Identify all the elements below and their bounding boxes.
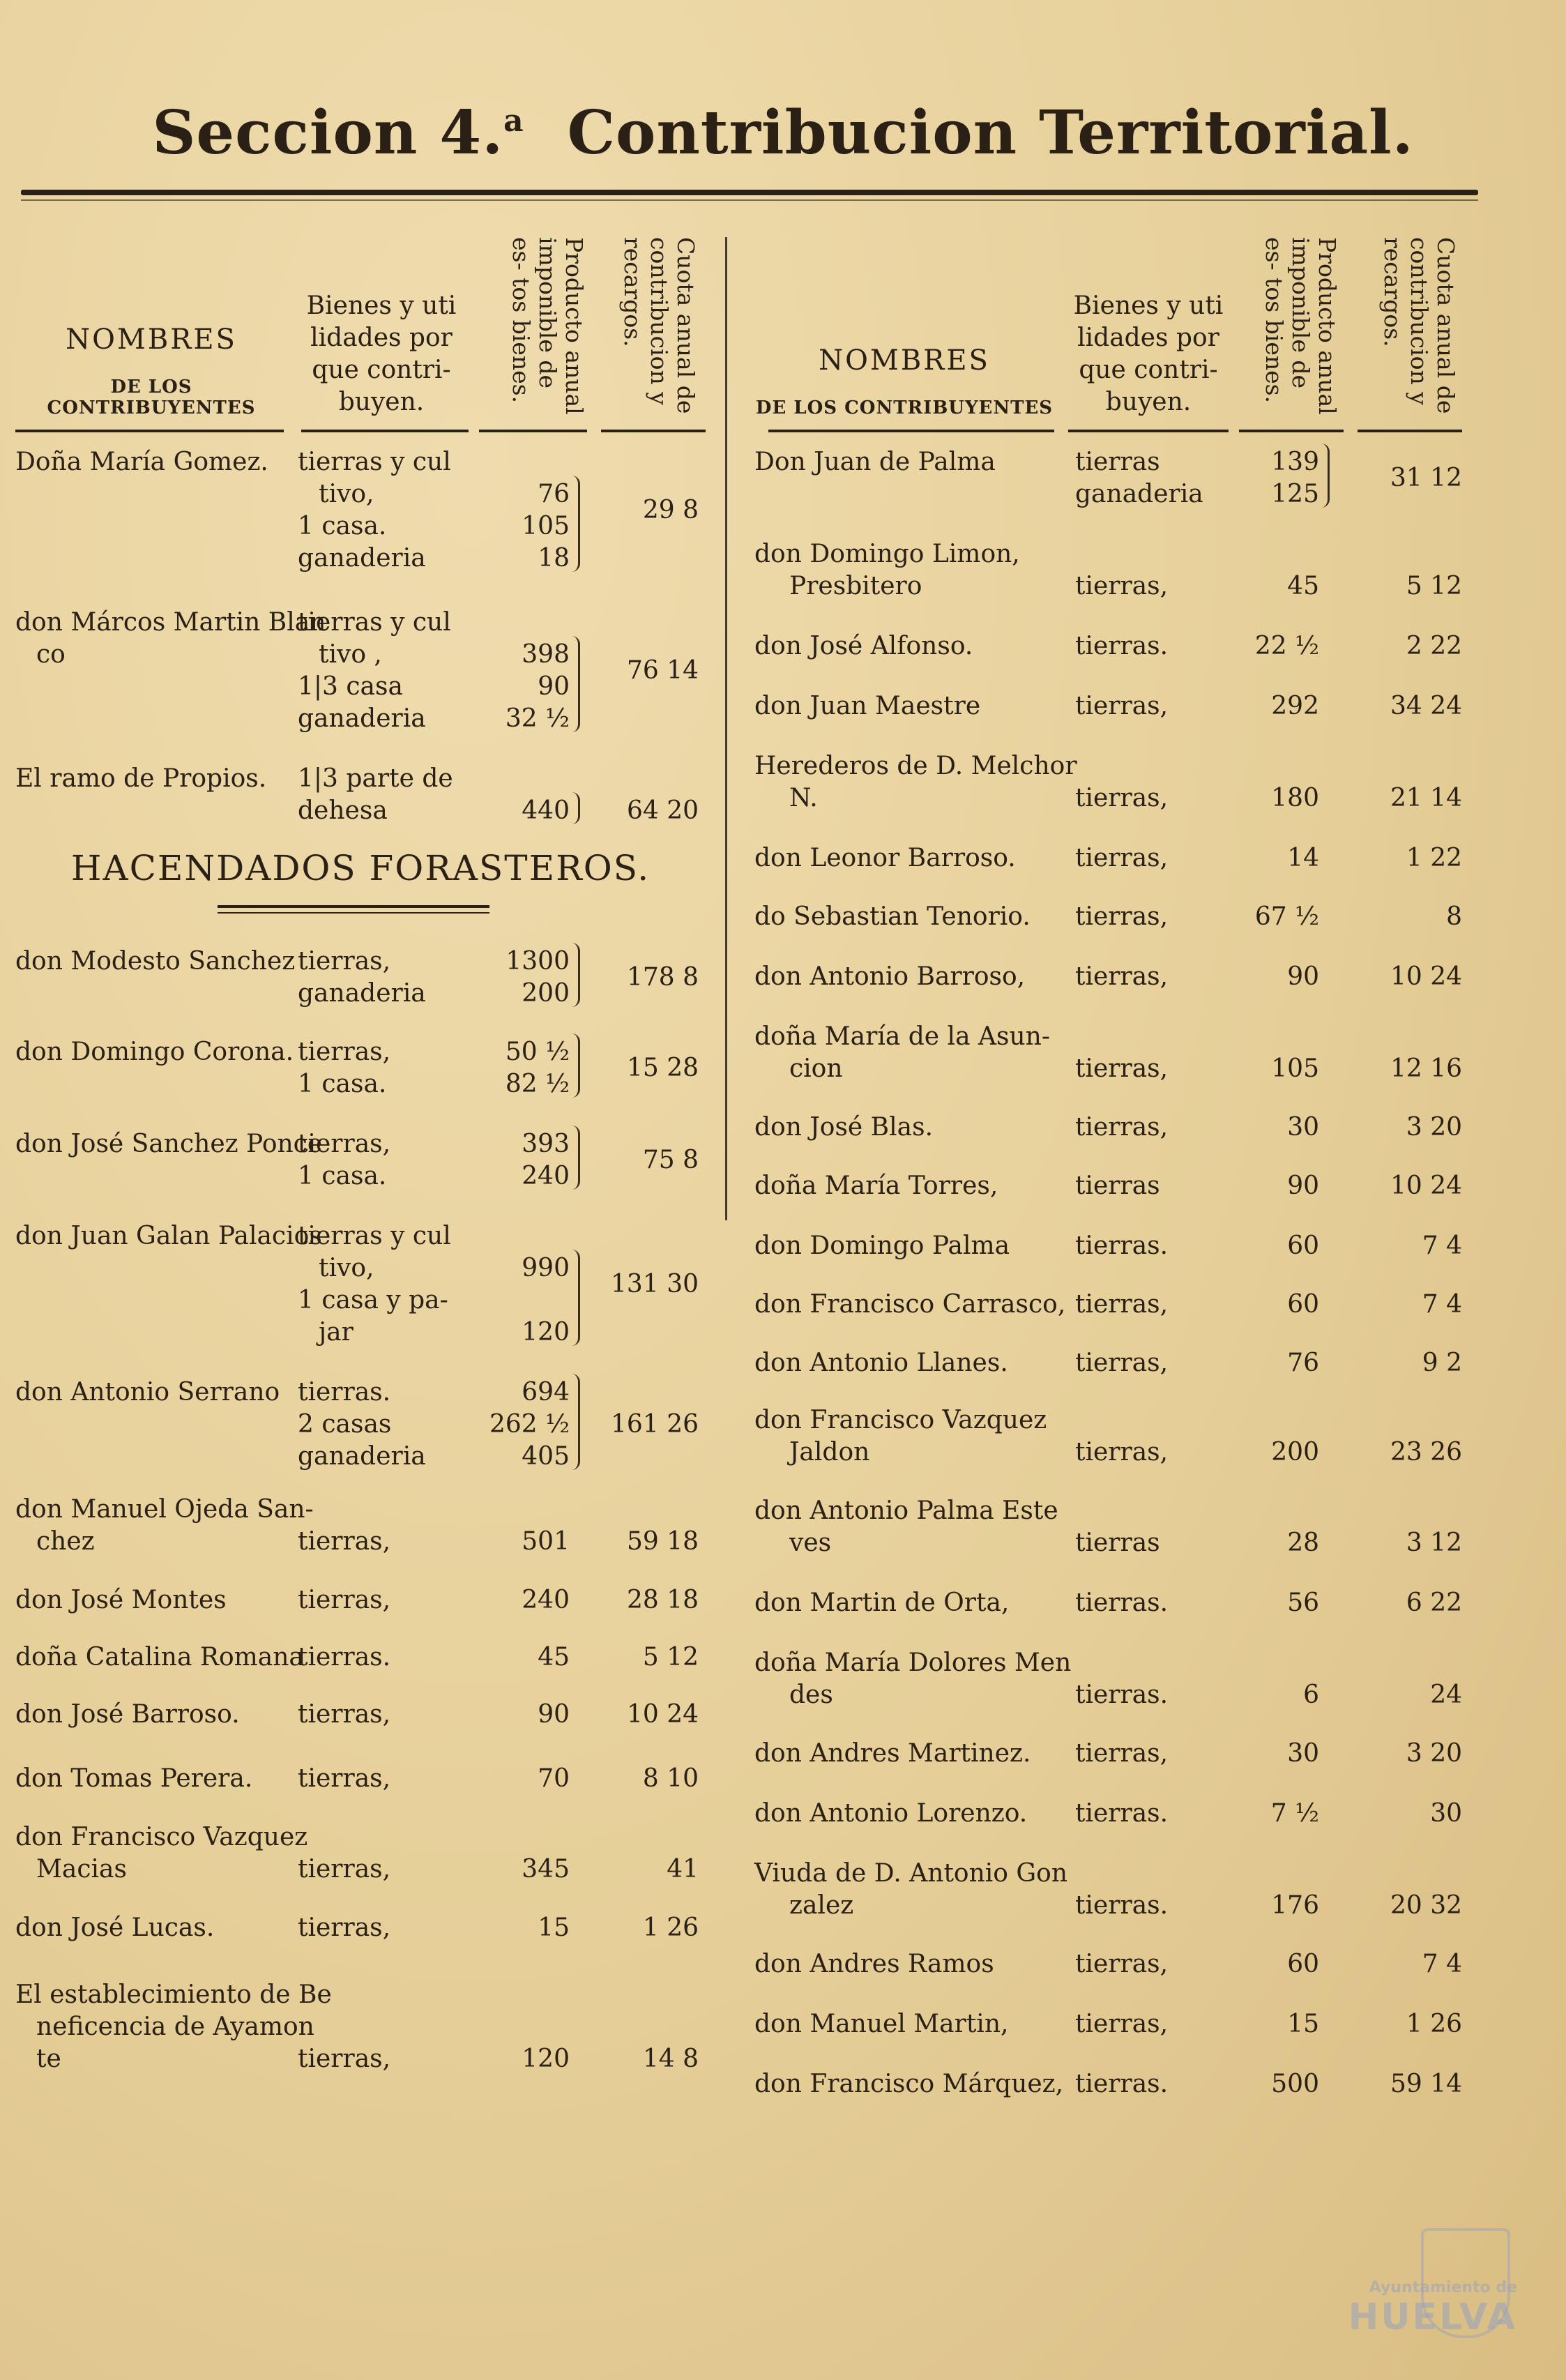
producto-cell: 30 [1287,1113,1319,1142]
contributor-name: don Antonio Palma Este [754,1496,1058,1525]
producto-cell: 262 ½ [489,1410,570,1439]
producto-cell: 90 [538,1700,570,1729]
page-title [0,98,1566,168]
contributor-name: don Tomas Perera. [15,1764,253,1793]
table-row [754,1021,1480,1085]
bienes-cell: tierras, [298,1700,391,1729]
table-row [754,1112,1480,1144]
producto-cell: 14 [1287,844,1319,872]
contributor-name: don José Sanchez Ponce [15,1130,323,1158]
contributor-name: N. [789,784,818,812]
section-rule [218,912,489,914]
cuota-cell: 24 [1430,1681,1462,1709]
cuota-cell: 20 32 [1390,1891,1462,1920]
bienes-cell: tierras. [1075,1891,1169,1920]
bienes-cell: tierras, [1075,962,1169,991]
contributor-name: don Antonio Llanes. [754,1349,1008,1377]
bienes-header-l1: Bienes y uti [306,291,457,320]
producto-cell: 240 [522,1586,570,1614]
contributor-name: neficencia de Ayamon [36,2013,314,2041]
table-row [754,1495,1480,1559]
producto-cell: 501 [522,1527,570,1556]
bienes-cell: tierras, [1075,1739,1169,1768]
contributor-name: doña María Dolores Men [754,1648,1072,1677]
table-row [754,1230,1480,1262]
table-row [754,446,1480,510]
brace [571,792,580,824]
cuota-cell: 5 12 [1406,572,1462,600]
contributor-name: don Domingo Palma [754,1231,1010,1260]
contributor-name: don Domingo Limon, [754,540,1020,568]
right-header [754,223,1480,446]
bienes-cell: tierras, [298,1038,391,1066]
table-row [754,1347,1480,1379]
bienes-cell: 1 casa. [298,1162,387,1190]
contributor-name: don Andres Ramos [754,1950,994,1978]
bienes-cell: tierras, [1075,1950,1169,1978]
cuota-cell: 23 26 [1390,1438,1462,1466]
cuota-cell: 41 [667,1855,699,1883]
producto-cell: 90 [538,672,570,701]
producto-cell: 440 [522,796,570,825]
bienes-header-l2: lidades por [310,324,453,352]
contributor-name: Doña María Gomez. [15,448,268,476]
bienes-cell: tierras, [1075,2010,1169,2038]
contributor-name: don Juan Maestre [754,692,981,720]
cuota-cell: 1 22 [1406,844,1462,872]
cuota-cell: 131 30 [611,1270,699,1298]
cuota-cell: 3 12 [1406,1529,1462,1557]
producto-cell: 32 ½ [505,704,570,733]
title-main: Seccion 4. [152,98,504,168]
contributor-name: El ramo de Propios. [15,764,267,793]
bienes-cell: tierras, [298,1527,391,1556]
bienes-cell: tierras. [298,1643,391,1672]
producto-cell: 6 [1303,1681,1319,1709]
bienes-cell: 1 casa. [298,512,387,540]
cuota-cell: 34 24 [1390,692,1462,720]
table-row [754,1587,1480,1619]
table-row [754,1647,1480,1711]
brace [571,1125,580,1190]
bienes-cell: tierras y cul [298,1222,451,1250]
contributor-name: don Domingo Corona. [15,1038,294,1066]
bienes-cell: tierras, [1075,784,1169,812]
contributor-name: don Francisco Carrasco, [754,1290,1066,1319]
names-header [754,344,1054,418]
right-column [754,223,1480,2098]
producto-cell: 500 [1271,2070,1319,2098]
contributor-name: do Sebastian Tenorio. [754,902,1031,931]
bienes-cell: tierras [1075,448,1160,476]
bienes-cell: tivo, [319,1254,374,1282]
title-rest: Contribucion Territorial. [567,98,1414,168]
watermark-line1: Ayuntamiento de [1369,2279,1517,2296]
table-row [754,2008,1480,2040]
header-underline [479,430,587,432]
bienes-cell: tierras, [1075,1290,1169,1319]
cuota-cell: 7 4 [1422,1290,1462,1319]
header-underline [601,430,706,432]
bienes-cell: tierras, [1075,1438,1169,1466]
table-row [15,1584,706,1616]
producto-cell: 15 [538,1913,570,1942]
table-row [15,763,706,827]
watermark [1348,2279,1517,2338]
table-row [15,1763,706,1795]
contributor-name: des [789,1681,833,1709]
cuota-cell: 3 20 [1406,1739,1462,1768]
contributor-name: don Francisco Vazquez [15,1823,308,1851]
producto-cell: 1300 [505,947,570,976]
brace [1321,444,1330,508]
cuota-cell: 7 4 [1422,1231,1462,1260]
producto-header: Producto anual imponible de es- tos bienes. [508,237,588,415]
producto-cell: 180 [1271,784,1319,812]
contributor-name: don Modesto Sanchez [15,947,296,976]
names-header-line2: DE LOS CONTRIBUYENTES [47,377,256,418]
producto-cell: 405 [522,1442,570,1471]
cuota-cell: 8 10 [642,1764,699,1793]
cuota-cell: 10 24 [1390,962,1462,991]
producto-cell: 18 [538,544,570,573]
bienes-cell: tierras, [298,1764,391,1793]
bienes-cell: tierras y cul [298,448,451,476]
bienes-header [1068,290,1229,418]
cuota-cell: 8 [1446,902,1462,931]
cuota-cell: 15 28 [626,1054,699,1082]
producto-cell: 200 [522,979,570,1008]
table-row [15,1821,706,1886]
contributor-name: don Márcos Martin Blan [15,608,326,637]
bienes-header-l4: buyen. [1105,388,1192,416]
bienes-cell: tierras. [1075,1681,1169,1709]
table-row [15,1979,706,2075]
names-header-line1: NOMBRES [819,344,990,377]
names-header-line1: NOMBRES [66,324,237,356]
names-header-line2: DE LOS CONTRIBUYENTES [755,397,1054,418]
cuota-cell: 14 8 [642,2045,699,2073]
bienes-cell: tierras. [1075,632,1169,660]
bienes-cell: 1|3 casa [298,672,403,701]
bienes-cell: tierras, [1075,902,1169,931]
bienes-cell: tierras [1075,1529,1160,1557]
contributor-name: Macias [36,1855,127,1883]
contributor-name: cion [789,1054,843,1083]
producto-cell: 125 [1271,480,1319,508]
producto-cell: 120 [522,2045,570,2073]
brace [571,943,580,1007]
table-row [15,1036,706,1100]
cuota-cell: 76 14 [626,656,699,685]
contributor-name: El establecimiento de Be [15,1980,332,2009]
bienes-header-l3: que contri- [1079,356,1218,384]
table-row [754,961,1480,993]
table-row [754,1798,1480,1830]
header-underline [15,430,284,432]
watermark-line2: HUELVA [1348,2296,1517,2338]
contributor-name: Don Juan de Palma [754,448,996,476]
table-row [754,1404,1480,1469]
contributor-name: chez [36,1527,95,1556]
producto-cell: 45 [1287,572,1319,600]
producto-cell: 694 [522,1378,570,1407]
contributor-name: don José Montes [15,1586,227,1614]
cuota-cell: 10 24 [626,1700,699,1729]
producto-cell: 56 [1287,1589,1319,1617]
table-row [15,607,706,735]
names-header [15,324,287,418]
table-row [754,1858,1480,1922]
bienes-header-l2: lidades por [1077,324,1219,352]
bienes-cell: tierras, [298,947,391,976]
cuota-cell: 9 2 [1422,1349,1462,1377]
cuota-cell: 6 22 [1406,1589,1462,1617]
producto-cell: 50 ½ [505,1038,570,1066]
header-underline [1068,430,1229,432]
producto-cell: 345 [522,1855,570,1883]
bienes-cell: tierras. [1075,1799,1169,1828]
producto-cell: 67 ½ [1254,902,1319,931]
cuota-cell: 59 18 [626,1527,699,1556]
bienes-cell: tierras, [298,1130,391,1158]
cuota-cell: 28 18 [626,1586,699,1614]
title-rule [21,190,1478,195]
producto-cell: 139 [1271,448,1319,476]
title-rule-thin [21,199,1478,201]
producto-cell: 292 [1271,692,1319,720]
cuota-cell: 161 26 [611,1410,699,1439]
bienes-cell: tierras, [298,1913,391,1942]
bienes-header [294,290,469,418]
producto-cell: 60 [1287,1950,1319,1978]
contributor-name: don Juan Galan Palacios [15,1222,322,1250]
cuota-header: Cuota anual de contribucion y recargos. [619,237,699,414]
contributor-name: Jaldon [789,1438,870,1466]
table-row [15,1642,706,1674]
producto-cell: 76 [1287,1349,1319,1377]
contributor-name: zalez [789,1891,854,1920]
contributor-name: Presbitero [789,572,922,600]
bienes-cell: tierras, [1075,844,1169,872]
contributor-name: don Andres Martinez. [754,1739,1031,1768]
table-row [754,1170,1480,1202]
producto-cell: 240 [522,1162,570,1190]
bienes-cell: tierras. [298,1378,391,1407]
left-header [15,223,706,446]
table-row [754,1738,1480,1770]
bienes-cell: tierras y cul [298,608,451,637]
producto-cell: 120 [522,1318,570,1347]
contributor-name: don Manuel Martin, [754,2010,1009,2038]
producto-cell: 105 [1271,1054,1319,1083]
cuota-cell: 3 20 [1406,1113,1462,1142]
brace [571,1033,580,1098]
producto-cell: 22 ½ [1254,632,1319,660]
cuota-cell: 7 4 [1422,1950,1462,1978]
contributor-name: don José Lucas. [15,1913,215,1942]
producto-cell: 45 [538,1643,570,1672]
cuota-cell: 29 8 [642,496,699,524]
producto-cell: 82 ½ [505,1070,570,1098]
bienes-cell: ganaderia [298,979,426,1008]
bienes-cell: tivo , [319,640,382,669]
bienes-cell: jar [319,1318,354,1347]
producto-cell: 176 [1271,1891,1319,1920]
producto-cell: 90 [1287,962,1319,991]
brace [571,1250,580,1346]
bienes-cell: tivo, [319,480,374,508]
column-divider [725,237,727,1220]
table-row [15,1377,706,1473]
table-row [754,538,1480,602]
table-row [754,2068,1480,2100]
bienes-cell: ganaderia [298,1442,426,1471]
bienes-cell: 2 casas [298,1410,392,1439]
table-row [754,630,1480,662]
bienes-cell: tierras, [298,1586,391,1614]
table-row [15,1699,706,1731]
bienes-cell: ganaderia [1075,480,1203,508]
cuota-cell: 64 20 [626,796,699,825]
cuota-cell: 75 8 [642,1146,699,1174]
bienes-cell: tierras, [1075,572,1169,600]
table-row [15,1912,706,1944]
contributor-name: co [36,640,66,669]
cuota-cell: 10 24 [1390,1172,1462,1200]
bienes-header-l1: Bienes y uti [1073,291,1224,320]
cuota-cell: 12 16 [1390,1054,1462,1083]
contributor-name: ves [789,1529,832,1557]
contributor-name: don Martin de Orta, [754,1589,1010,1617]
producto-cell: 60 [1287,1231,1319,1260]
table-row [15,1220,706,1349]
contributor-name: don Antonio Serrano [15,1378,280,1407]
header-underline [768,430,1054,432]
table-row [754,1948,1480,1980]
cuota-cell: 21 14 [1390,784,1462,812]
cuota-cell: 178 8 [626,963,699,992]
bienes-cell: ganaderia [298,704,426,733]
table-row [754,901,1480,933]
bienes-cell: tierras, [1075,1349,1169,1377]
brace [571,476,580,572]
bienes-cell: tierras, [298,2045,391,2073]
producto-cell: 60 [1287,1290,1319,1319]
bienes-cell: tierras. [1075,1231,1169,1260]
section-rule [218,905,489,908]
contributor-name: doña María de la Asun- [754,1022,1050,1051]
header-underline [1239,430,1344,432]
contributor-name: Herederos de D. Melchor [754,752,1077,780]
producto-cell: 7 ½ [1270,1799,1319,1828]
producto-cell: 30 [1287,1739,1319,1768]
section-heading-foreign: HACENDADOS FORASTEROS. [70,848,651,888]
producto-cell: 15 [1287,2010,1319,2038]
producto-cell: 398 [522,640,570,669]
producto-cell: 70 [538,1764,570,1793]
bienes-cell: 1 casa. [298,1070,387,1098]
bienes-header-l3: que contri- [312,356,451,384]
cuota-cell: 59 14 [1390,2070,1462,2098]
table-row [15,946,706,1010]
cuota-cell: 1 26 [1406,2010,1462,2038]
bienes-cell: dehesa [298,796,388,825]
title-sup: a [503,103,524,139]
brace [571,636,580,732]
header-underline [1358,430,1462,432]
table-row [754,842,1480,874]
contributor-name: don Francisco Márquez, [754,2070,1064,2098]
table-row [15,1494,706,1558]
contributor-name: don Leonor Barroso. [754,844,1016,872]
contributor-name: Viuda de D. Antonio Gon [754,1859,1068,1888]
header-underline [301,430,469,432]
bienes-cell: tierras [1075,1172,1160,1200]
contributor-name: don José Blas. [754,1113,934,1142]
contributor-name: doña María Torres, [754,1172,998,1200]
contributor-name: te [36,2045,61,2073]
producto-cell: 990 [522,1254,570,1282]
producto-cell: 200 [1271,1438,1319,1466]
producto-cell: 393 [522,1130,570,1158]
contributor-name: doña Catalina Romana [15,1643,304,1672]
producto-header: Producto anual imponible de es- tos bienes. [1261,237,1341,415]
producto-cell: 76 [538,480,570,508]
cuota-cell: 30 [1430,1799,1462,1828]
contributor-name: don Antonio Barroso, [754,962,1026,991]
producto-cell: 28 [1287,1529,1319,1557]
cuota-cell: 1 26 [642,1913,699,1942]
bienes-cell: tierras. [1075,2070,1169,2098]
bienes-cell: 1|3 parte de [298,764,453,793]
contributor-name: don Francisco Vazquez [754,1406,1047,1434]
table-row [754,1289,1480,1321]
brace [571,1374,580,1470]
table-row [754,750,1480,814]
bienes-cell: 1 casa y pa- [298,1286,448,1314]
table-row [754,690,1480,722]
cuota-header: Cuota anual de contribucion y recargos. [1379,237,1459,414]
cuota-cell: 31 12 [1390,464,1462,492]
bienes-header-l4: buyen. [338,388,425,416]
contributor-name: don José Barroso. [15,1700,240,1729]
contributor-name: don José Alfonso. [754,632,973,660]
cuota-cell: 5 12 [642,1643,699,1672]
producto-cell: 105 [522,512,570,540]
bienes-cell: tierras, [1075,1054,1169,1083]
left-column [15,223,706,2073]
bienes-cell: tierras. [1075,1589,1169,1617]
table-row [15,446,706,575]
bienes-cell: tierras, [298,1855,391,1883]
bienes-cell: tierras, [1075,1113,1169,1142]
producto-cell: 90 [1287,1172,1319,1200]
contributor-name: don Manuel Ojeda San- [15,1495,314,1524]
bienes-cell: tierras, [1075,692,1169,720]
cuota-cell: 2 22 [1406,632,1462,660]
bienes-cell: ganaderia [298,544,426,573]
table-row [15,1128,706,1192]
contributor-name: don Antonio Lorenzo. [754,1799,1028,1828]
